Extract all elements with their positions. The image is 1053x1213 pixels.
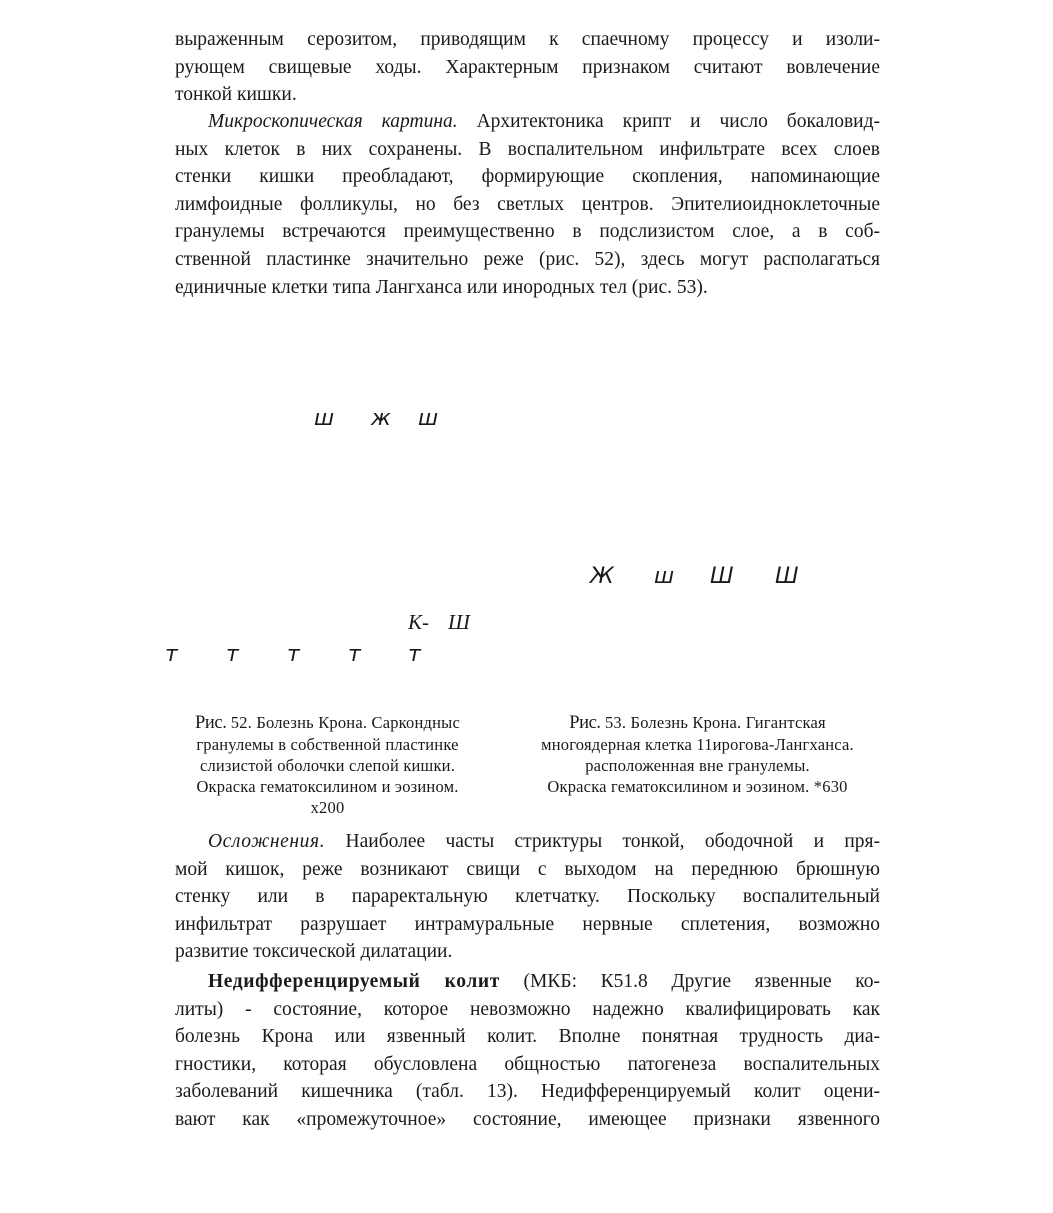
text-line: выраженным серозитом, приводящим к спаечному процессу и изоли-	[175, 29, 880, 50]
figure-glyph: Ж	[590, 564, 614, 589]
text-line	[175, 108, 880, 136]
figure-glyph: т	[408, 642, 421, 667]
caption-lead: Рис.	[195, 713, 227, 733]
microscopic-paragraph	[175, 108, 880, 301]
text-line	[175, 828, 880, 856]
text-fragment: Архитектоника крипт и число бокаловид-	[476, 111, 880, 132]
figure-glyph: Ш	[710, 564, 734, 589]
figure-glyph: Ш	[448, 610, 470, 634]
complications-paragraph	[175, 828, 880, 966]
term-heading-undifferentiated-colitis: Недифференцируемый колит	[208, 971, 500, 992]
caption-line: расположенная вне гранулемы.	[585, 756, 810, 775]
text-line: гранулемы встречаются преимущественно в подслизистом слое, а в соб-	[175, 221, 880, 243]
text-line: ственной пластинке значительно реже (рис. 52), здесь могут располагаться	[175, 248, 880, 270]
figure-glyph: ш	[654, 564, 675, 589]
figure-glyph: Ш	[775, 564, 799, 589]
section-heading-complications: Осложнения.	[208, 831, 326, 852]
figure-glyph: т	[165, 642, 178, 667]
figure-caption-53	[515, 712, 880, 797]
text-line: заболеваний кишечника (табл. 13). Недифференцируемый колит оцени-	[175, 1081, 880, 1103]
undifferentiated-colitis-paragraph	[175, 968, 880, 1134]
caption-text: 52. Болезнь Крона. Саркондныс	[230, 713, 460, 732]
caption-line: x200	[310, 798, 345, 817]
text-line: мой кишок, реже возникают свищи с выходом на переднюю брюшную	[175, 858, 880, 880]
caption-line	[170, 712, 485, 734]
caption-line: многоядерная клетка 11ирогова-Лангханса.	[541, 735, 854, 754]
figure-glyph: т	[287, 642, 300, 667]
text-line	[175, 968, 880, 996]
caption-lead: Рис.	[569, 713, 601, 733]
text-line: развитие токсической дилатации.	[175, 941, 453, 963]
text-fragment: Наиболее часты стриктуры тонкой, ободочной и пря-	[345, 831, 880, 852]
text-line: инфильтрат разрушает интрамуральные нервные сплетения, возможно	[175, 913, 880, 935]
caption-line: Окраска гематоксилином и эозином.	[196, 777, 459, 796]
figure-glyph: ш	[314, 406, 335, 431]
text-line: литы) - состояние, которое невозможно надежно квалифицировать как	[175, 998, 880, 1020]
caption-text: 53. Болезнь Крона. Гигантская	[604, 713, 826, 732]
text-line: вают как «промежуточное» состояние, имеющее признаки язвенного	[175, 1108, 880, 1130]
text-line: гностики, которая обусловлена общностью патогенеза воспалительных	[175, 1053, 880, 1075]
text-line: стенки кишки преобладают, формирующие скопления, напоминающие	[175, 166, 880, 188]
figure-caption-52	[170, 712, 485, 818]
caption-line: слизистой оболочки слепой кишки.	[199, 756, 456, 775]
top-paragraph	[175, 26, 880, 109]
caption-line: гранулемы в собственной пластинке	[196, 735, 459, 754]
caption-line: Окраска гематоксилином и эозином. *630	[547, 777, 848, 796]
figure-glyph: ш	[418, 406, 439, 431]
text-line: тонкой кишки.	[175, 84, 297, 106]
text-line: болезнь Крона или язвенный колит. Вполне понятная трудность диа-	[175, 1026, 880, 1048]
figure-glyph: К-	[408, 610, 429, 634]
figure-glyph: т	[348, 642, 361, 667]
caption-line	[515, 712, 880, 734]
section-heading-microscopic: Микроскопическая картина.	[208, 111, 458, 132]
text-fragment: (МКБ: К51.8 Другие язвенные ко-	[523, 971, 880, 992]
figure-glyph: ж	[371, 406, 391, 431]
text-line: рующем свищевые ходы. Характерным признаком считают вовлечение	[175, 56, 880, 78]
text-line: стенку или в параректальную клетчатку. Поскольку воспалительный	[175, 886, 880, 908]
text-line: лимфоидные фолликулы, но без светлых центров. Эпителиоидноклеточные	[175, 193, 880, 215]
text-line: единичные клетки типа Лангханса или инородных тел (рис. 53).	[175, 276, 708, 298]
text-line: ных клеток в них сохранены. В воспалительном инфильтрате всех слоев	[175, 138, 880, 160]
figure-glyph: т	[226, 642, 239, 667]
